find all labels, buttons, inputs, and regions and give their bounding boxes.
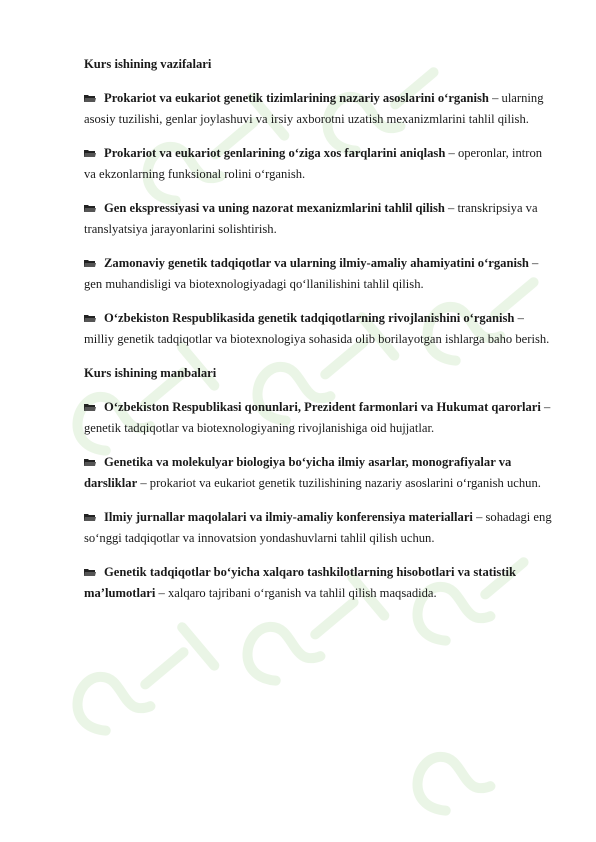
item-text: – xalqaro tajribani o‘rganish va tahlil qilish maqsadida. (155, 585, 437, 600)
item-text: – ularning asosiy tuzilishi, genlar joylashuvi va irsiy axborotni uzatish mexanizmlarini tahlil qilish. (84, 91, 544, 126)
item-lead: Genetika va molekulyar biologiya bo‘yicha ilmiy asarlar, monografiyalar va darsliklar (84, 455, 512, 490)
item-lead: Zamonaviy genetik tadqiqotlar va ularning ilmiy-amaliy ahamiyatini o‘rganish (104, 256, 529, 270)
item-text: – transkripsiya va translyatsiya jarayonlarini solishtirish. (84, 201, 538, 236)
section-heading-tasks: Kurs ishining vazifalari (84, 57, 212, 71)
folder-icon (84, 457, 96, 467)
document-page (84, 54, 554, 617)
list-item (84, 562, 554, 603)
item-text: – sohadagi eng so‘nggi tadqiqotlar va innovatsion yondashuvlarni tahlil qilish uchun. (84, 510, 552, 545)
item-lead: Ilmiy jurnallar maqolalari va ilmiy-amaliy konferensiya materiallari (104, 510, 473, 524)
list-item (84, 198, 554, 239)
list-item (84, 253, 554, 294)
item-text: – operonlar, intron va ekzonlarning funksional rolini o‘rganish. (84, 146, 543, 181)
folder-icon (84, 512, 96, 522)
item-text: – milliy genetik tadqiqotlar va biotexnologiya sohasida olib borilayotgan ishlarga baho berish. (84, 311, 550, 346)
folder-icon (84, 258, 96, 268)
folder-icon (84, 402, 96, 412)
item-text: – prokariot va eukariot genetik tuzilishining nazariy asoslarini o‘rganish uchun. (137, 475, 541, 490)
item-lead: Prokariot va eukariot genlarining o‘ziga xos farqlarini aniqlash (104, 146, 446, 160)
folder-icon (84, 93, 96, 103)
list-item (84, 507, 554, 548)
item-lead: Gen ekspressiyasi va uning nazorat mexanizmlarini tahlil qilish (104, 201, 445, 215)
folder-icon (84, 148, 96, 158)
folder-icon (84, 567, 96, 577)
item-lead: Prokariot va eukariot genetik tizimlarining nazariy asoslarini o‘rganish (104, 91, 489, 105)
list-item (84, 88, 554, 129)
section-heading-sources: Kurs ishining manbalari (84, 366, 217, 380)
item-text: – gen muhandisligi va biotexnologiyadagi qo‘llanilishini tahlil qilish. (84, 256, 539, 291)
list-item (84, 308, 554, 349)
list-item (84, 397, 554, 438)
list-item (84, 143, 554, 184)
item-lead: O‘zbekiston Respublikasida genetik tadqiqotlarning rivojlanishini o‘rganish (104, 311, 515, 325)
item-lead: O‘zbekiston Respublikasi qonunlari, Prezident farmonlari va Hukumat qarorlari (104, 400, 541, 414)
folder-icon (84, 313, 96, 323)
item-text: – genetik tadqiqotlar va biotexnologiyaning rivojlanishiga oid hujjatlar. (84, 400, 551, 435)
item-lead: Genetik tadqiqotlar bo‘yicha xalqaro tashkilotlarning hisobotlari va statistik ma’lumotlari (84, 565, 517, 600)
folder-icon (84, 203, 96, 213)
list-item (84, 452, 554, 493)
